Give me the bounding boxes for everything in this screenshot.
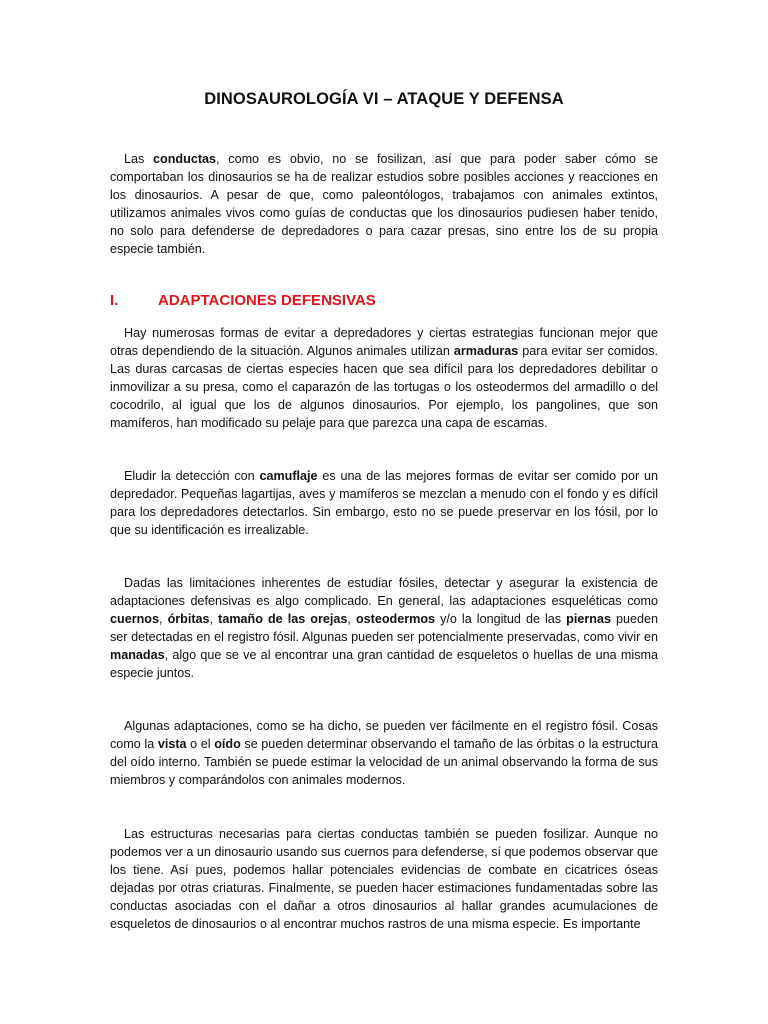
- text-run: Eludir la detección con: [124, 469, 260, 483]
- text-run: ,: [209, 612, 219, 626]
- paragraph-limitaciones: [110, 574, 658, 682]
- intro-paragraph: [110, 150, 658, 258]
- paragraph-armaduras: [110, 324, 658, 432]
- text-run: ,: [159, 612, 168, 626]
- text-run: Algunas adaptaciones, como se ha dicho, se pueden ver fácilmente en el registro fósil. Cosas como la: [110, 719, 658, 751]
- text-run: para evitar ser comidos. Las duras carcasas de ciertas especies hacen que sea difícil para los depredadores debilitar o inmovilizar a su presa, como el caparazón de las tortugas o los osteodermos del armadillo o del cocodrilo, al igual que los de algunos dinosaurios. Por ejemplo, los pangolines, que son mamíferos, han modificado su pelaje para que parezca una capa de escamas.: [110, 344, 658, 430]
- text-run: pueden ser detectadas en el registro fósil. Algunas pueden ser potencialmente preservadas, como vivir en: [110, 612, 659, 644]
- bold-term: cuernos: [110, 612, 159, 626]
- text-run: y/o la longitud de las: [435, 612, 567, 626]
- bold-term: manadas: [110, 648, 165, 662]
- text-run: , algo que se ve al encontrar una gran cantidad de esqueletos o huellas de una misma especie juntos.: [110, 648, 658, 680]
- bold-term: oído: [214, 737, 241, 751]
- bold-term: tamaño de las orejas: [218, 612, 348, 626]
- paragraph-estructuras: [110, 825, 658, 933]
- text-run: Las estructuras necesarias para ciertas conductas también se pueden fosilizar. Aunque no podemos ver a un dinosaurio usando sus cuernos para defenderse, sí que podemos observar que los tiene. Así pues, podemos hallar potenciales evidencias de combate en cicatrices óseas dejadas por otras criaturas. Finalmente, se pueden hacer estimaciones fundamentadas sobre las conductas asociadas con el dañar a otros dinosaurios al hallar grandes acumulaciones de esqueletos de dinosaurios o al encontrar muchos rastros de una misma especie. Es importante: [110, 827, 658, 931]
- text-run: Hay numerosas formas de evitar a depredadores y ciertas estrategias funcionan mejor que otras dependiendo de la situación. Algunos animales utilizan: [110, 326, 658, 358]
- bold-term: órbitas: [167, 612, 210, 626]
- text-run: , como es obvio, no se fosilizan, así que para poder saber cómo se comportaban los dinosaurios se ha de realizar estudios sobre posibles acciones y reacciones en los dinosaurios. A pesar de que, como paleontólogos, trabajamos con animales extintos, utilizamos animales vivos como guías de conductas que los dinosaurios pudiesen haber tenido, no solo para defenderse de depredadores o para cazar presas, sino entre los de su propia especie también.: [110, 152, 658, 256]
- section-title: ADAPTACIONES DEFENSIVAS: [158, 292, 376, 309]
- bold-term: vista: [157, 737, 187, 751]
- page-title: DINOSAUROLOGÍA VI – ATAQUE Y DEFENSA: [204, 90, 564, 108]
- paragraph-camuflaje: [110, 467, 658, 539]
- bold-term: armaduras: [453, 344, 519, 358]
- section-number: I.: [110, 292, 119, 309]
- bold-term: camuflaje: [259, 469, 318, 483]
- section-heading: [110, 292, 376, 309]
- text-run: Las: [124, 152, 154, 166]
- text-run: Dadas las limitaciones inherentes de estudiar fósiles, detectar y asegurar la existencia de adaptaciones defensivas es algo complicado. En general, las adaptaciones esqueléticas como: [110, 576, 658, 608]
- bold-term: piernas: [566, 612, 611, 626]
- bold-term: conductas: [153, 152, 217, 166]
- text-run: se pueden determinar observando el tamaño de las órbitas o la estructura del oído interno. También se puede estimar la velocidad de un animal observando la forma de sus miembros y comparándolos con animales modernos.: [110, 737, 658, 787]
- text-run: ,: [347, 612, 356, 626]
- text-run: o el: [186, 737, 215, 751]
- bold-term: osteodermos: [355, 612, 436, 626]
- text-run: es una de las mejores formas de evitar ser comido por un depredador. Pequeñas lagartijas, aves y mamíferos se mezclan a menudo con el fondo y es difícil para los depredadores detectarlos. Sin embargo, esto no se puede preservar en los fósil, por lo que su identificación es irrealizable.: [110, 469, 658, 537]
- paragraph-vista-oido: [110, 717, 658, 789]
